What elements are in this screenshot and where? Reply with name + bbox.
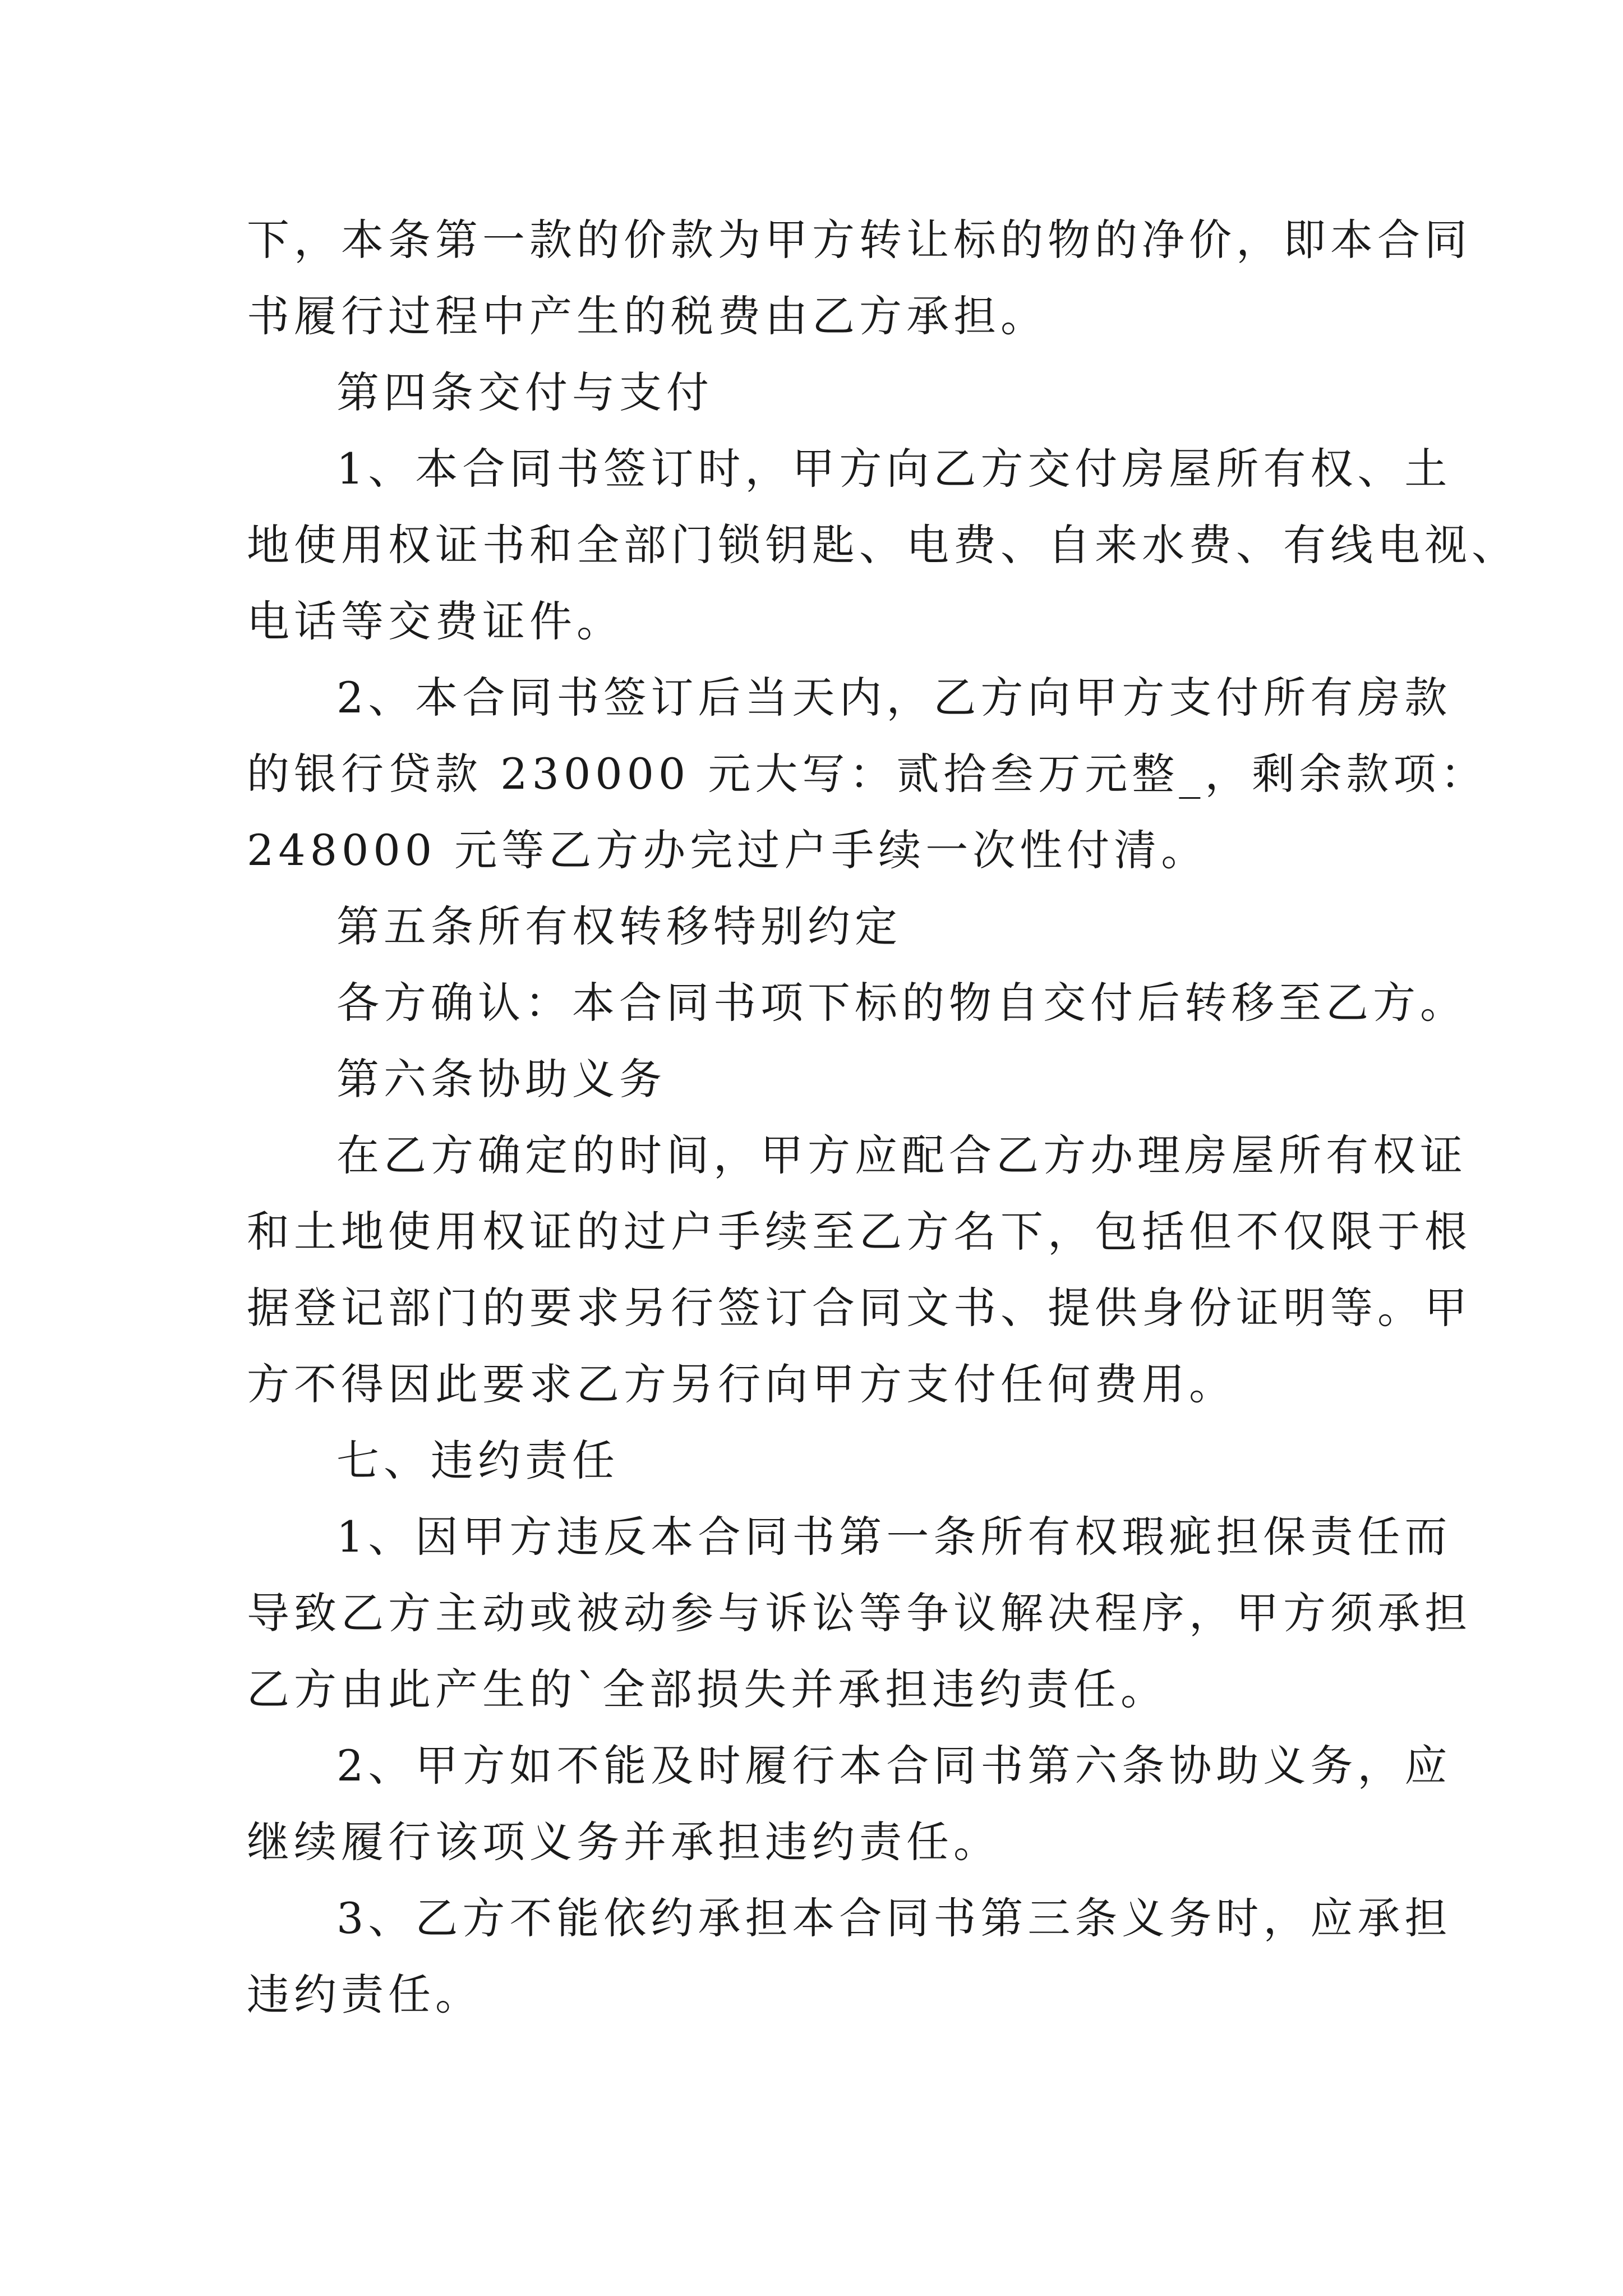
paragraph-breach-1 xyxy=(247,1499,1472,1728)
heading-article-4 xyxy=(247,355,1374,431)
text-line: 据登记部门的要求另行签订合同文书、提供身份证明等。甲 xyxy=(247,1283,1472,1333)
text-line: 1、因甲方违反本合同书第一条所有权瑕疵担保责任而 xyxy=(336,1512,1452,1562)
text-line: 乙方由此产生的`全部损失并承担违约责任。 xyxy=(247,1664,1168,1714)
text-line: 在乙方确定的时间，甲方应配合乙方办理房屋所有权证 xyxy=(336,1130,1467,1180)
text-line: 电话等交费证件。 xyxy=(247,596,624,646)
text-line: 1、本合同书签订时，甲方向乙方交付房屋所有权、土 xyxy=(336,444,1452,494)
text-line: 各方确认：本合同书项下标的物自交付后转移至乙方。 xyxy=(336,978,1467,1028)
text-line: 书履行过程中产生的税费由乙方承担。 xyxy=(247,291,1048,341)
text-line: 违约责任。 xyxy=(247,1970,482,2019)
heading-article-6 xyxy=(247,1041,1374,1117)
text-line: 七、违约责任 xyxy=(336,1435,619,1485)
text-line: 和土地使用权证的过户手续至乙方名下，包括但不仅限于根 xyxy=(247,1207,1472,1257)
paragraph-delivery-1 xyxy=(247,431,1519,660)
heading-article-5 xyxy=(247,889,1374,965)
text-line: 2、甲方如不能及时履行本合同书第六条协助义务，应 xyxy=(336,1741,1452,1791)
text-line: 的银行贷款 230000 元大写：贰拾叁万元整_，剩余款项： xyxy=(247,749,1488,799)
text-line: 下，本条第一款的价款为甲方转让标的物的净价，即本合同 xyxy=(247,215,1472,265)
paragraph-assistance xyxy=(247,1117,1472,1423)
text-line: 3、乙方不能依约承担本合同书第三条义务时，应承担 xyxy=(336,1893,1452,1943)
paragraph-breach-2 xyxy=(247,1728,1452,1880)
text-line: 方不得因此要求乙方另行向甲方支付任何费用。 xyxy=(247,1359,1236,1409)
paragraph-breach-3 xyxy=(247,1880,1452,2033)
text-line: 2、本合同书签订后当天内，乙方向甲方支付所有房款 xyxy=(336,673,1452,723)
text-line: 248000 元等乙方办完过户手续一次性付清。 xyxy=(247,825,1209,875)
paragraph-price-note xyxy=(247,202,1472,355)
text-line: 继续履行该项义务并承担违约责任。 xyxy=(247,1817,1000,1867)
heading-article-7 xyxy=(247,1423,1374,1499)
text-line: 第五条所有权转移特别约定 xyxy=(336,901,902,951)
text-line: 导致乙方主动或被动参与诉讼等争议解决程序，甲方须承担 xyxy=(247,1588,1472,1638)
text-line: 第四条交付与支付 xyxy=(336,367,713,417)
text-line: 地使用权证书和全部门锁钥匙、电费、自来水费、有线电视、 xyxy=(247,520,1519,570)
paragraph-payment-2 xyxy=(247,660,1488,889)
document-body xyxy=(247,202,1519,2033)
paragraph-ownership-transfer xyxy=(247,965,1467,1041)
text-line: 第六条协助义务 xyxy=(336,1054,666,1104)
